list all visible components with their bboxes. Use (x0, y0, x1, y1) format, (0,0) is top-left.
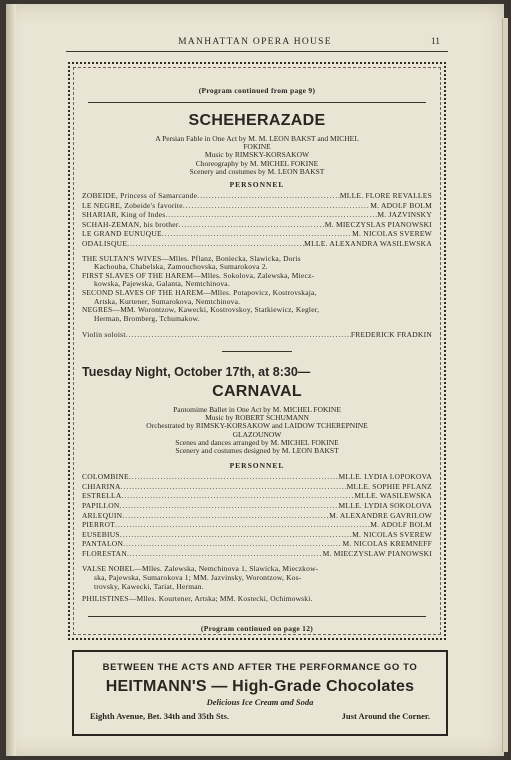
role: ZOBEIDE, Princess of Samarcande (82, 191, 198, 201)
scheherazade-title: SCHEHERAZADE (188, 112, 326, 129)
page-edge (502, 18, 508, 752)
continued-on-note: (Program continued on page 12) (200, 623, 314, 633)
cast-row (82, 472, 432, 482)
group-line: VALSE NOBEL—Mlles. Zalewska, Nemchinova 1, Slawicka, Mieczkow- (82, 564, 319, 574)
leader-dots (179, 220, 325, 230)
group-entry (82, 595, 432, 604)
credit-line: Orchestrated by RIMSKY-KORSAKOW and LAIDOW TCHEREPNINE (146, 421, 368, 431)
role: EUSEBIUS (82, 529, 120, 539)
cast-row (82, 511, 432, 521)
program-page (6, 4, 504, 756)
group-entry (82, 272, 432, 289)
group-line: Artska, Kurtener, Sumarokova, Nemtchinova. (94, 296, 241, 306)
credit-line: A Persian Fable in One Act by M. M. LEON BAKST and MICHEL (155, 134, 359, 143)
role: LE GRAND EUNUQUE (82, 229, 162, 239)
cast-row (82, 530, 432, 540)
credit-line: Music by RIMSKY-KORSAKOW (204, 150, 310, 160)
leader-dots (122, 491, 355, 501)
personnel-heading: PERSONNEL (229, 461, 285, 471)
role: PANTALON (82, 539, 124, 549)
ad-subline: Delicious Ice Cream and Soda (206, 697, 314, 707)
leader-dots (120, 501, 339, 511)
group-line: Kachouba, Chabelska, Zamouchovska, Sumarokova 2. (94, 262, 268, 272)
carnaval-groups (82, 565, 432, 603)
group-line: ska, Pajewska, Sumarokova 1; MM. Jazvinsky, Worontzow, Kos- (94, 573, 302, 583)
group-entry (82, 289, 432, 306)
cast-row (82, 549, 432, 559)
cast-row (82, 220, 432, 230)
ad-tagline: Just Around the Corner. (341, 711, 430, 721)
performer: M. MIECZYSLAS PIANOWSKI (324, 219, 432, 229)
leader-dots (127, 239, 304, 249)
personnel-heading: PERSONNEL (229, 180, 285, 190)
cast-row (82, 201, 432, 211)
cast-row (82, 229, 432, 239)
leader-dots (183, 201, 370, 211)
program-content (82, 64, 432, 633)
cast-row (82, 482, 432, 492)
ad-footer (74, 711, 446, 721)
role: SCHAH-ZEMAN, his brother (82, 219, 179, 229)
cast-row (82, 539, 432, 549)
cast-row (82, 520, 432, 530)
divider (88, 616, 426, 617)
continued-from-note: (Program continued from page 9) (198, 86, 316, 95)
group-entry (82, 255, 432, 272)
leader-dots (127, 549, 323, 559)
leader-dots (122, 511, 329, 521)
ad-intro: BETWEEN THE ACTS AND AFTER THE PERFORMANCE GO TO (102, 662, 418, 673)
group-line: Herman, Bromberg, Tchumakow. (94, 313, 200, 323)
ad-address: Eighth Avenue, Bet. 34th and 35th Sts. (90, 711, 229, 721)
leader-dots (115, 520, 370, 530)
group-line: THE SULTAN'S WIVES—Mlles. Pflanz, Boniecka, Slawicka, Doris (82, 253, 301, 263)
group-line: FIRST SLAVES OF THE HAREM—Mlles. Sokolova, Zalewska, Miecz- (82, 270, 315, 280)
performer: MLLE. FLORE REVALLES (339, 191, 432, 201)
performer: M. ALEXANDRE GAVRILOW (329, 510, 432, 520)
role: ODALISQUE (82, 238, 128, 248)
credit-line: Choreography by M. MICHEL FOKINE (195, 158, 319, 168)
running-header (6, 37, 504, 47)
page-spine-shadow (6, 4, 16, 756)
leader-dots (121, 482, 347, 492)
chocolate-advertisement (72, 650, 448, 736)
credit-line: Scenery and costumes by M. LEON BAKST (189, 166, 325, 176)
soloist-row (82, 330, 432, 340)
performer: MLLE. WASILEWSKA (354, 491, 432, 501)
credit-line: Music by ROBERT SCHUMANN (205, 413, 309, 423)
role: ARLEQUIN (82, 510, 123, 520)
leader-dots (165, 210, 377, 220)
performance-date: Tuesday Night, October 17th, at 8:30— (82, 364, 311, 379)
performer: M. NICOLAS KREMNEFF (342, 539, 432, 549)
role: ESTRELLA (82, 491, 122, 501)
role: SHARIAR, King of Indes (82, 210, 166, 220)
scheherazade-credits (82, 135, 432, 176)
role: LE NEGRE, Zobeide's favorite (82, 200, 183, 210)
ad-headline: HEITMANN'S — High-Grade Chocolates (105, 678, 415, 695)
carnaval-title: CARNAVAL (212, 382, 302, 400)
performer: FREDERICK FRADKIN (350, 330, 432, 340)
group-line: PHILISTINES—Mlles. Kourtener, Artska; MM. Kostecki, Ochimowski. (82, 594, 313, 604)
header-title: MANHATTAN OPERA HOUSE (178, 37, 332, 47)
group-line: kowska, Pajewska, Galanta, Nemtchinova. (94, 279, 230, 289)
cast-row (82, 491, 432, 501)
page-number: 11 (430, 37, 440, 47)
role: FLORESTAN (82, 548, 127, 558)
group-line: SECOND SLAVES OF THE HAREM—Mlles. Potapovicz, Kostrovskaja, (82, 287, 317, 297)
group-entry (82, 306, 432, 323)
role: PIERROT (82, 520, 116, 530)
divider (88, 102, 426, 103)
leader-dots (162, 229, 352, 239)
performer: M. ADOLF BOLM (370, 200, 432, 210)
credit-line: Pantomime Ballet in One Act by M. MICHEL FOKINE (173, 404, 341, 414)
performer: MLLE. ALEXANDRA WASILEWSKA (304, 238, 432, 248)
role: PAPILLON (82, 500, 120, 510)
carnaval-cast (82, 472, 432, 558)
carnaval-credits (82, 406, 432, 455)
scheherazade-cast (82, 191, 432, 249)
credit-line: Scenery and costumes designed by M. LEON BAKST (175, 445, 339, 455)
leader-dots (197, 191, 340, 201)
credit-line: FOKINE (243, 142, 271, 152)
cast-row (82, 191, 432, 201)
performer: MLLE. SOPHIE PFLANZ (346, 481, 432, 491)
role: Violin soloist (82, 330, 126, 340)
performer: M. JAZVINSKY (377, 210, 432, 220)
group-line: trovsky, Kawecki, Tariat, Herman. (94, 581, 204, 591)
performer: M. NICOLAS SVEREW (352, 229, 432, 239)
leader-dots (120, 530, 352, 540)
cast-row (82, 501, 432, 511)
leader-dots (126, 330, 351, 340)
scheherazade-groups (82, 255, 432, 324)
role: COLOMBINE (82, 472, 129, 482)
performer: M. MIECZYSLAW PIANOWSKI (322, 548, 432, 558)
performer: MLLE. LYDIA LOPOKOVA (338, 472, 432, 482)
credit-line: GLAZOUNOW (232, 429, 282, 439)
cast-row (82, 239, 432, 249)
performer: M. ADOLF BOLM (370, 520, 432, 530)
leader-dots (123, 539, 342, 549)
header-rule (66, 51, 448, 52)
program-frame (68, 62, 446, 640)
performer: M. NICOLAS SVEREW (352, 529, 432, 539)
credit-line: Scenes and dances arranged by M. MICHEL FOKINE (175, 437, 339, 447)
role: CHIARINA (82, 481, 121, 491)
performer: MLLE. LYDIA SOKOLOVA (338, 500, 432, 510)
group-line: NEGRES—MM. Worontzow, Kawecki, Kostrovskoy, Statkiewicz, Kegler, (82, 305, 320, 315)
group-entry (82, 565, 432, 591)
short-divider (222, 351, 292, 352)
cast-row (82, 210, 432, 220)
leader-dots (129, 472, 339, 482)
